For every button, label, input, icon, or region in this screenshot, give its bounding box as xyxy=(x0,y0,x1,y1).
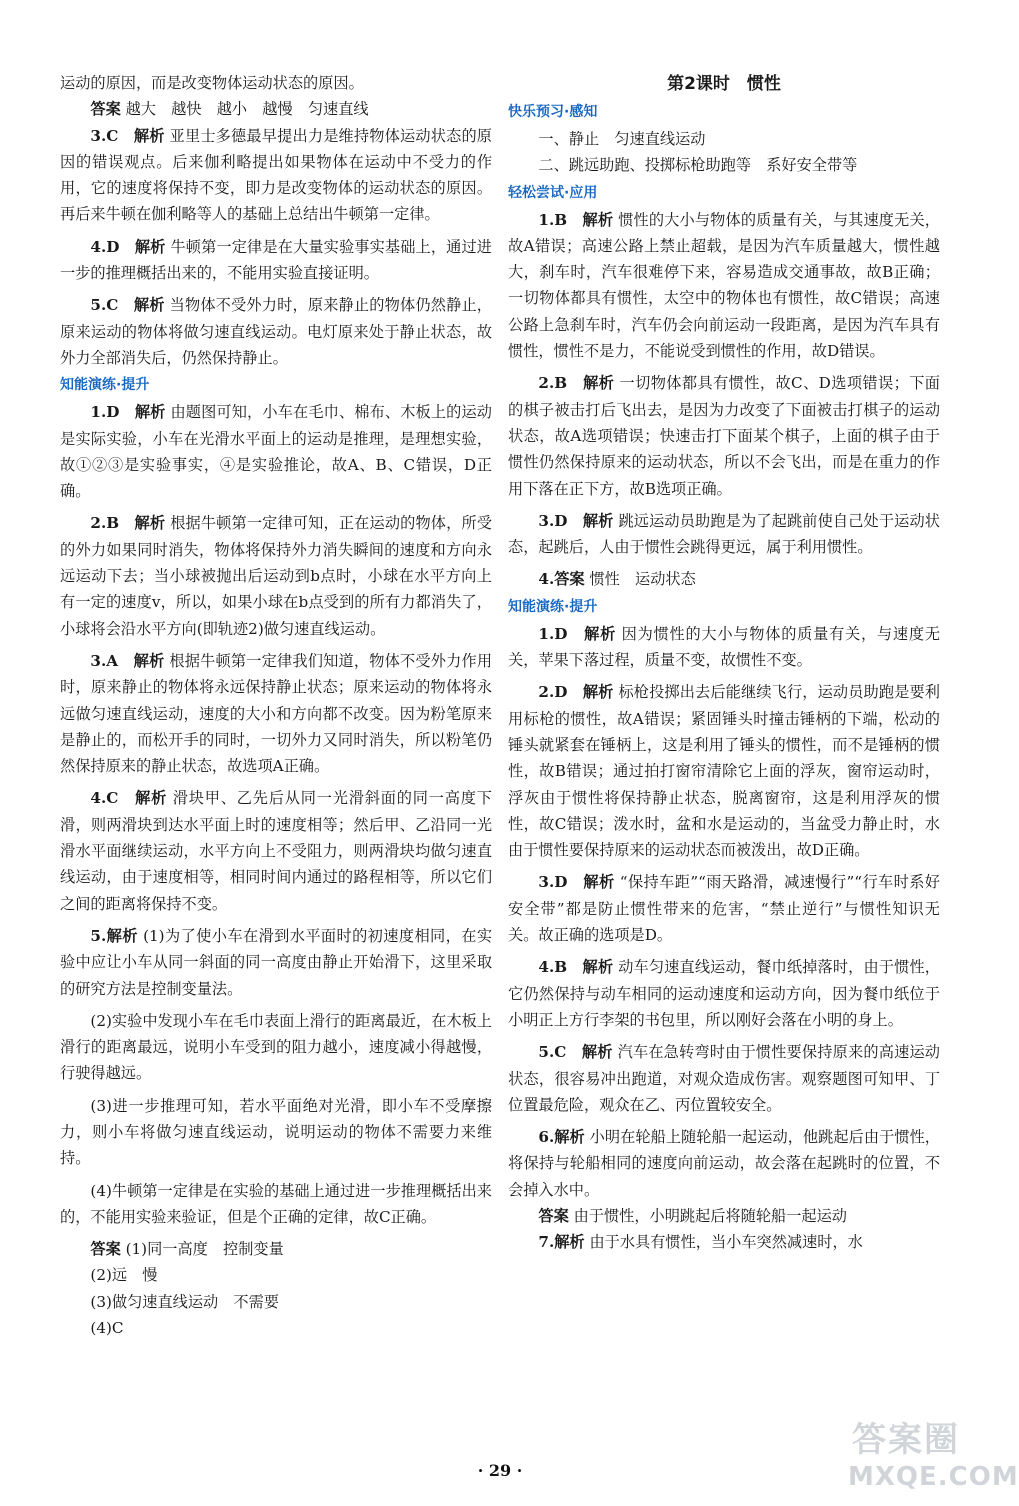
question-label: 4.答案 xyxy=(538,570,585,589)
question-4 xyxy=(60,234,492,287)
question-text: 小明在轮船上随轮船一起运动，他跳起后由于惯性，将保持与轮船相同的速度向前运动，故会落在起跳时的位置，不会掉入水中。 xyxy=(508,1128,940,1199)
question-label: 4.B 解析 xyxy=(538,958,614,977)
paragraph: 运动的原因，而是改变物体运动状态的原因。 xyxy=(60,74,364,92)
question-1 xyxy=(60,399,492,504)
question-text: 滑块甲、乙先后从同一光滑斜面的同一高度下滑，则两滑块到达水平面上时的速度相等；然后甲、乙沿同一光滑水平面继续运动，水平方向上不受阻力，则两滑块均做匀速直线运动，由于速度相等，相同时间内通过的路程相等，所以它们之间的距离将保持不变。 xyxy=(60,789,492,913)
question-1b xyxy=(508,621,940,674)
question-label: 3.D 解析 xyxy=(538,873,615,892)
question-text: 惯性的大小与物体的质量有关，与其速度无关，故A错误；高速公路上禁止超载，是因为汽车质量越大，惯性越大，刹车时，汽车很难停下来，容易造成交通事故，故B正确；一切物体都具有惯性，太空中的物体也有惯性，故C错误；高速公路上急刹车时，汽车仍会向前运动一段距离，是因为汽车具有惯性，惯性不是力，不能说受到惯性的作用，故D错误。 xyxy=(508,210,940,361)
question-text: 一切物体都具有惯性，故C、D选项错误；下面的棋子被击打后飞出去，是因为力改变了下面被击打棋子的运动状态，故A选项错误；快速击打下面某个棋子，上面的棋子由于惯性仍然保持原来的运动状态，所以不会飞出，而是在重力的作用下落在正下方，故B选项正确。 xyxy=(508,374,940,498)
question-5b xyxy=(60,923,492,1002)
watermark-text: 答案圈 xyxy=(852,1420,960,1460)
question-label: 1.B 解析 xyxy=(538,210,614,229)
question-text: 跳远运动员助跑是为了起跳前使自己处于运动状态，起跳后，人由于惯性会跳得更远，属于利用惯性。 xyxy=(508,511,940,557)
answer-line: (2)远 慢 xyxy=(90,1266,158,1285)
watermark-logo xyxy=(844,1412,1019,1502)
right-column xyxy=(508,70,940,1256)
section-heading: 知能演练·提升 xyxy=(508,598,598,615)
question-text: 当物体不受外力时，原来静止的物体仍然静止，原来运动的物体将做匀速直线运动。电灯原来处于静止状态，故外力全部消失后，仍然保持静止。 xyxy=(60,296,492,367)
question-4 xyxy=(508,566,940,592)
section-heading: 知能演练·提升 xyxy=(60,377,150,394)
question-text: 因为惯性的大小与物体的质量有关，与速度无关，苹果下落过程，质量不变，故惯性不变。 xyxy=(508,624,941,670)
answer-text: 越大 越快 越小 越慢 匀速直线 xyxy=(120,100,369,119)
answer-text: 由于惯性，小明跳起后将随轮船一起运动 xyxy=(568,1206,847,1225)
question-3 xyxy=(508,508,940,561)
question-6b xyxy=(508,1124,940,1203)
question-text: 惯性 运动状态 xyxy=(584,570,696,589)
answer-text: (1)同一高度 控制变量 xyxy=(120,1240,284,1259)
question-label: 3.C 解析 xyxy=(90,126,165,145)
question-4b xyxy=(508,954,940,1033)
question-label: 1.D 解析 xyxy=(538,624,617,643)
question-label: 6.解析 xyxy=(538,1128,585,1147)
question-1 xyxy=(508,207,940,365)
question-label: 1.D 解析 xyxy=(90,403,166,422)
question-label: 3.D 解析 xyxy=(538,511,614,530)
question-7b xyxy=(508,1229,940,1255)
question-text: 动车匀速直线运动，餐巾纸掉落时，由于惯性，它仍然保持与动车相同的运动速度和运动方向，因为餐巾纸位于小明正上方行李架的书包里，所以刚好会落在小明的身上。 xyxy=(508,958,940,1029)
question-3b xyxy=(60,648,492,779)
question-text: 由题图可知，小车在毛巾、棉布、木板上的运动是实际实验，小车在光滑水平面上的运动是推理，是理想实验，故①②③是实验事实，④是实验推论，故A、B、C错误，D正确。 xyxy=(60,403,492,501)
question-label: 4.D 解析 xyxy=(90,237,166,256)
answer-label: 答案 xyxy=(538,1206,569,1225)
question-text: 根据牛顿第一定律可知，正在运动的物体，所受的外力如果同时消失，物体将保持外力消失瞬间的速度和方向永远运动下去；当小球被抛出后运动到b点时，小球在水平方向上有一定的速度v，所以，如果小球在b点受到的所有力都消失了，小球将会沿水平方向(即轨迹2)做匀速直线运动。 xyxy=(60,514,492,638)
question-text: (1)为了使小车在滑到水平面时的初速度相同，在实验中应让小车从同一斜面的同一高度由静止开始滑下，这里采取的研究方法是控制变量法。 xyxy=(60,926,493,998)
question-text: “保持车距”“雨天路滑，减速慢行”“行车时系好安全带”都是防止惯性带来的危害，“禁止逆行”与惯性知识无关。故正确的选项是D。 xyxy=(508,873,940,945)
question-label: 5.C 解析 xyxy=(90,296,165,315)
section-heading: 轻松尝试·应用 xyxy=(508,184,598,201)
paragraph: (4)牛顿第一定律是在实验的基础上通过进一步推理概括出来的，不能用实验来验证，但是个正确的定律，故C正确。 xyxy=(60,1181,492,1226)
answer-label: 答案 xyxy=(90,100,121,119)
question-label: 2.B 解析 xyxy=(90,514,166,533)
question-label: 2.B 解析 xyxy=(538,374,615,393)
answer-line: 二、跳远助跑、投掷标枪助跑等 系好安全带等 xyxy=(538,156,858,175)
question-5b xyxy=(508,1039,940,1118)
answer-line xyxy=(508,1203,940,1229)
question-3 xyxy=(60,123,492,228)
question-2 xyxy=(508,370,940,501)
answer-line: (4)C xyxy=(90,1319,124,1338)
paragraph: (3)进一步推理可知，若水平面绝对光滑，即小车不受摩擦力，则小车将做匀速直线运动，说明运动的物体不需要力来维持。 xyxy=(60,1096,492,1168)
question-label: 7.解析 xyxy=(538,1233,585,1252)
answer-line xyxy=(60,96,492,122)
lesson-title: 第2课时 惯性 xyxy=(667,74,781,94)
section-heading: 快乐预习·感知 xyxy=(508,104,598,120)
answer-line: 一、静止 匀速直线运动 xyxy=(538,130,706,148)
question-text: 牛顿第一定律是在大量实验事实基础上，通过进一步的推理概括出来的，不能用实验直接证明。 xyxy=(60,237,492,283)
question-label: 5.C 解析 xyxy=(538,1043,613,1062)
question-text: 根据牛顿第一定律我们知道，物体不受外力作用时，原来静止的物体将永远保持静止状态；原来运动的物体将永远做匀速直线运动，速度的大小和方向都不改变。因为粉笔原来是静止的，而松开手的同时，一切外力又同时消失，所以粉笔仍然保持原来的静止状态，故选项A正确。 xyxy=(60,651,493,776)
paragraph: (2)实验中发现小车在毛巾表面上滑行的距离最近，在木板上滑行的距离最远，说明小车受到的阻力越小，速度减小得越慢，行驶得越远。 xyxy=(60,1011,492,1083)
page-number: · 29 · xyxy=(477,1461,523,1480)
answer-label: 答案 xyxy=(90,1240,121,1259)
watermark-url: MXQE.COM xyxy=(848,1462,1019,1492)
question-text: 标枪投掷出去后能继续飞行，运动员助跑是要利用标枪的惯性，故A错误；紧固锤头时撞击锤柄的下端，松动的锤头就紧套在锤柄上，这是利用了锤头的惯性，而不是锤柄的惯性，故B错误；通过拍打窗帘清除它上面的浮灰，窗帘运动时，浮灰由于惯性将保持静止状态，脱离窗帘，这是利用浮灰的惯性，故C错误；泼水时，盆和水是运动的，当盆受力静止时，水由于惯性要保持原来的运动状态而被泼出，故D正确。 xyxy=(508,683,940,860)
answer-line xyxy=(60,1236,492,1262)
question-2 xyxy=(60,510,492,641)
question-label: 4.C 解析 xyxy=(90,789,168,808)
question-text: 汽车在急转弯时由于惯性要保持原来的高速运动状态，很容易冲出跑道，对观众造成伤害。观察题图可知甲、丁位置最危险，观众在乙、丙位置较安全。 xyxy=(508,1043,940,1114)
question-3b xyxy=(508,869,940,948)
question-5 xyxy=(60,292,492,371)
question-4b xyxy=(60,785,492,916)
question-label: 3.A 解析 xyxy=(90,651,165,670)
question-label: 2.D 解析 xyxy=(538,683,614,702)
answer-line: (3)做匀速直线运动 不需要 xyxy=(90,1292,279,1311)
question-text: 亚里士多德最早提出力是维持物体运动状态的原因的错误观点。后来伽利略提出如果物体在运动中不受力的作用，它的速度将保持不变，即力是改变物体的运动状态的原因。再后来牛顿在伽利略等人的基础上总结出牛顿第一定律。 xyxy=(60,126,492,224)
question-2b xyxy=(508,679,940,863)
left-column xyxy=(60,70,492,1341)
question-text: 由于水具有惯性，当小车突然减速时，水 xyxy=(584,1233,863,1252)
question-label: 5.解析 xyxy=(90,926,138,945)
